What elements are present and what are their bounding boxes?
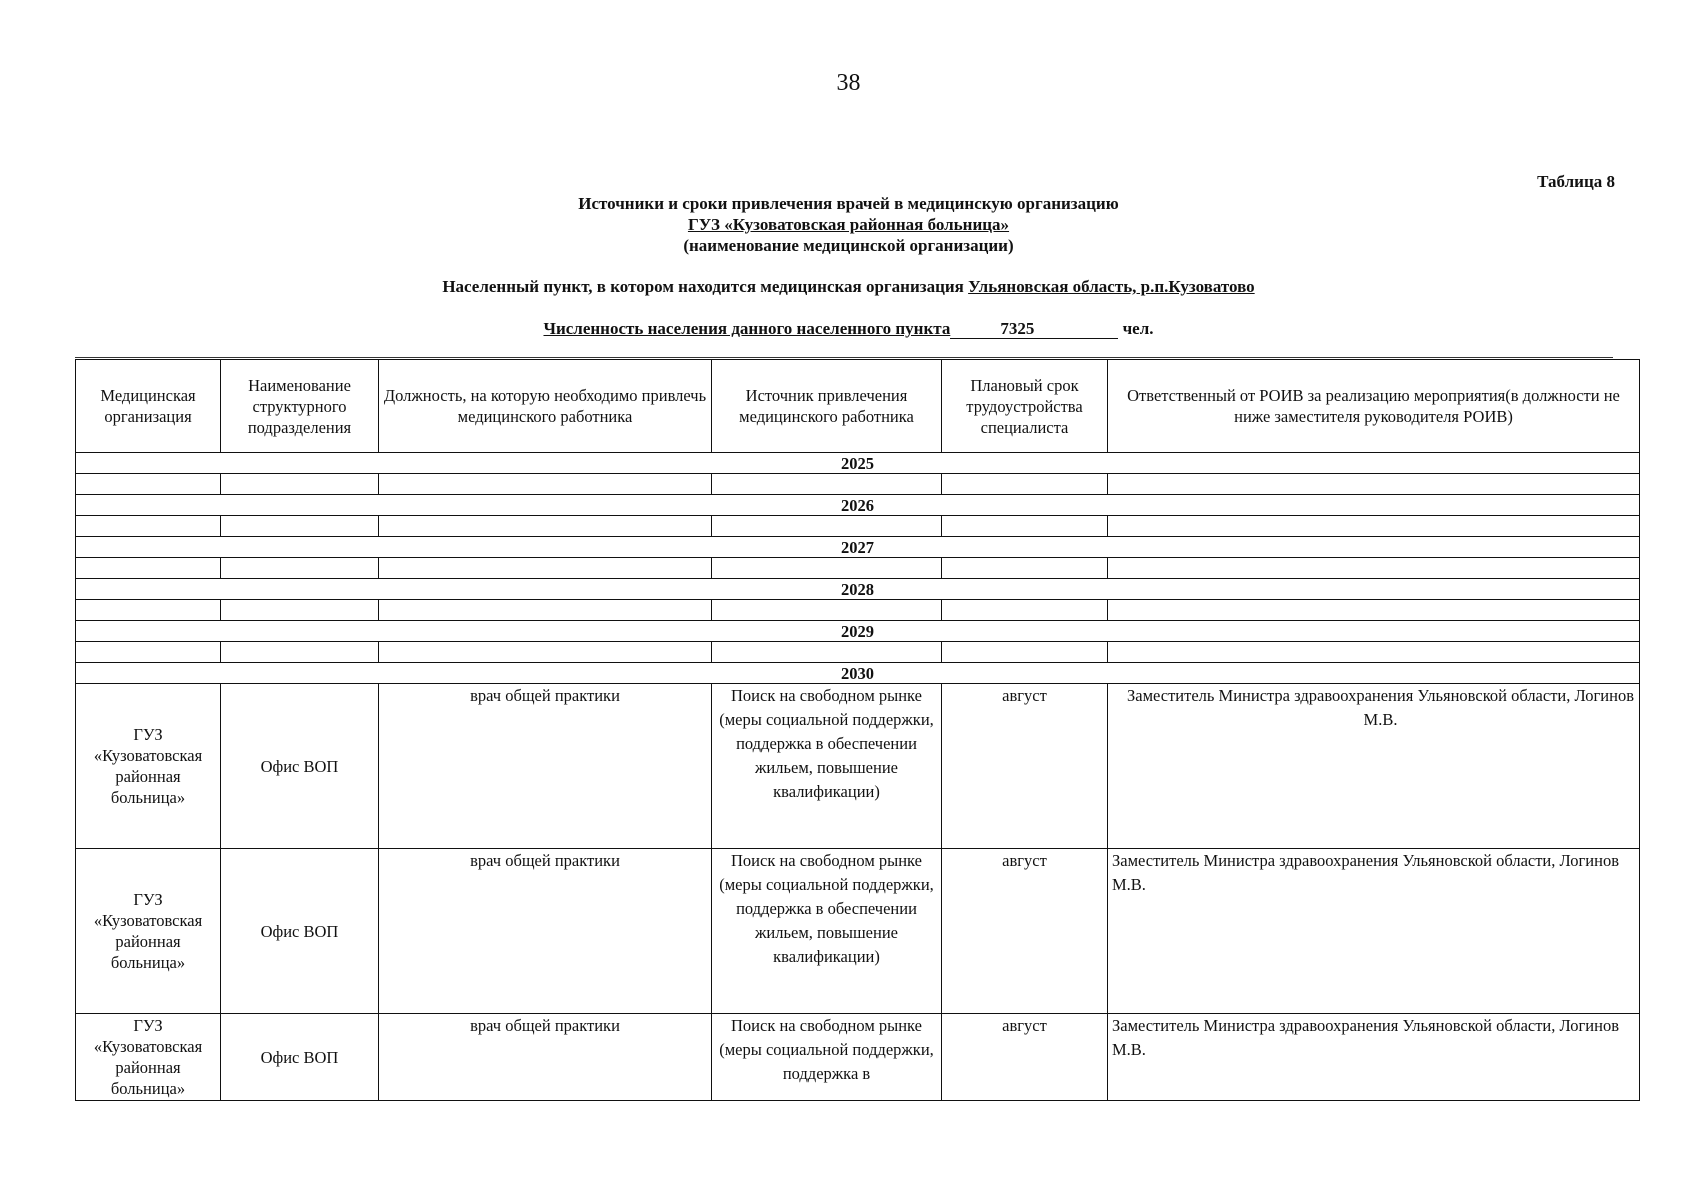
header-responsible: Ответственный от РОИВ за реализацию мероприятия(в должности не ниже заместителя руководителя РОИВ) xyxy=(1108,360,1640,453)
year-label: 2030 xyxy=(76,663,1640,684)
year-row-2030 xyxy=(76,663,1640,684)
locality-value: Ульяновская область, р.п.Кузоватово xyxy=(968,277,1255,296)
header-source: Источник привлечения медицинского работника xyxy=(712,360,942,453)
locality-label: Населенный пункт, в котором находится медицинская организация xyxy=(442,277,964,296)
header-structural-unit: Наименование структурного подразделения xyxy=(221,360,379,453)
cell-planned-term: август xyxy=(942,1014,1108,1101)
table-top-rule xyxy=(75,357,1613,358)
empty-row xyxy=(76,600,1640,621)
empty-row xyxy=(76,516,1640,537)
table-row xyxy=(76,684,1640,849)
document-title: Источники и сроки привлечения врачей в медицинскую организацию xyxy=(578,194,1119,213)
cell-organization: ГУЗ «Кузоватовская районная больница» xyxy=(76,684,221,849)
year-row-2029 xyxy=(76,621,1640,642)
cell-organization: ГУЗ «Кузоватовская районная больница» xyxy=(76,1014,221,1101)
year-label: 2029 xyxy=(76,621,1640,642)
table-row xyxy=(76,1014,1640,1101)
population-label: Численность населения данного населенного пункта xyxy=(543,319,951,338)
empty-row xyxy=(76,642,1640,663)
cell-source: Поиск на свободном рынке (меры социальной поддержки, поддержка в обеспечении жильем, повышение квалификации) xyxy=(712,849,942,1014)
year-row-2028 xyxy=(76,579,1640,600)
cell-position: врач общей практики xyxy=(379,849,712,1014)
table-row xyxy=(76,849,1640,1014)
table-label: Таблица 8 xyxy=(1537,172,1615,191)
population-unit: чел. xyxy=(1122,319,1154,338)
cell-responsible: Заместитель Министра здравоохранения Ульяновской области, Логинов М.В. xyxy=(1108,849,1640,1014)
cell-planned-term: август xyxy=(942,849,1108,1014)
cell-source: Поиск на свободном рынке (меры социальной поддержки, поддержка в обеспечении жильем, повышение квалификации) xyxy=(712,684,942,849)
cell-position: врач общей практики xyxy=(379,1014,712,1101)
organization-name-text: ГУЗ «Кузоватовская районная больница» xyxy=(687,215,1010,234)
organization-name xyxy=(0,215,1697,235)
population-value: 7325 xyxy=(950,320,1118,339)
cell-responsible: Заместитель Министра здравоохранения Ульяновской области, Логинов М.В. xyxy=(1108,684,1640,849)
cell-structural-unit: Офис ВОП xyxy=(221,684,379,849)
cell-responsible: Заместитель Министра здравоохранения Ульяновской области, Логинов М.В. xyxy=(1108,1014,1640,1101)
year-row-2025 xyxy=(76,453,1640,474)
locality-line xyxy=(0,277,1697,297)
year-label: 2026 xyxy=(76,495,1640,516)
year-row-2026 xyxy=(76,495,1640,516)
year-label: 2025 xyxy=(76,453,1640,474)
cell-structural-unit: Офис ВОП xyxy=(221,849,379,1014)
cell-source: Поиск на свободном рынке (меры социальной поддержки, поддержка в xyxy=(712,1014,942,1101)
empty-row xyxy=(76,558,1640,579)
cell-position: врач общей практики xyxy=(379,684,712,849)
empty-row xyxy=(76,474,1640,495)
header-position: Должность, на которую необходимо привлечь медицинского работника xyxy=(379,360,712,453)
year-label: 2027 xyxy=(76,537,1640,558)
population-line xyxy=(0,319,1697,339)
table-header-row xyxy=(76,360,1640,453)
cell-planned-term: август xyxy=(942,684,1108,849)
year-row-2027 xyxy=(76,537,1640,558)
header-medical-organization: Медицинская организация xyxy=(76,360,221,453)
cell-structural-unit: Офис ВОП xyxy=(221,1014,379,1101)
recruitment-table xyxy=(75,359,1640,1101)
organization-caption: (наименование медицинской организации) xyxy=(683,236,1014,255)
header-planned-term: Плановый срок трудоустройства специалиста xyxy=(942,360,1108,453)
cell-organization: ГУЗ «Кузоватовская районная больница» xyxy=(76,849,221,1014)
page-number: 38 xyxy=(836,70,861,96)
year-label: 2028 xyxy=(76,579,1640,600)
